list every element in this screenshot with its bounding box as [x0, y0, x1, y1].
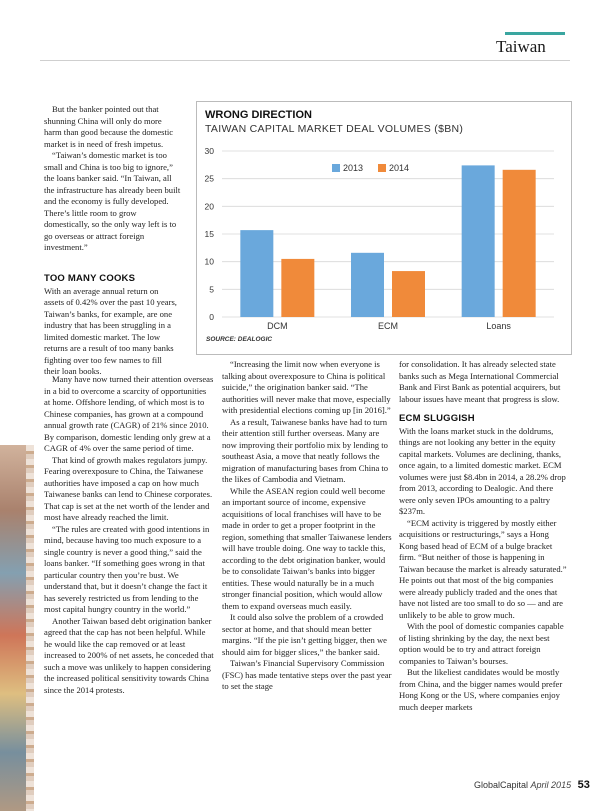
legend-swatch-2014: [378, 164, 386, 172]
paragraph: With the pool of domestic companies capable of listing shrinking by the day, the next best option would be to try and attract foreign companies to Taiwan’s bourses.: [399, 621, 564, 666]
bar-loans-2014: [503, 170, 536, 317]
footer-issue: April 2015: [530, 780, 572, 790]
y-tick-label: 30: [204, 146, 214, 156]
legend-label: 2014: [389, 163, 410, 173]
section-tag: Taiwan: [496, 37, 546, 56]
footer-publication: GlobalCapital: [474, 780, 529, 790]
paragraph: But the likeliest candidates would be mostly from China, and the bigger names would prefer Hong Kong or the US, where companies enjoy much deeper markets: [399, 667, 563, 712]
y-tick-label: 20: [204, 201, 214, 212]
paragraph: “Taiwan’s domestic market is too small and China is too big to ignore,” the loans banker said. “In Taiwan, all the infrastructure has already been built and the economy is fully developed. There’s little room to grow domestically, so the only way left is to go overseas or attract foreign investment.”: [44, 150, 181, 252]
bar-ecm-2013: [351, 253, 384, 317]
column-3: [399, 359, 569, 713]
y-tick-label: 0: [209, 312, 214, 322]
column-1-cooks: [44, 270, 209, 378]
x-tick-label: DCM: [267, 321, 288, 331]
paragraph: It could also solve the problem of a crowded sector at home, and that should mean better margins. “If the pie isn’t getting bigger, then we should aim for bigger slices,” the banker said.: [222, 612, 387, 657]
column-1-rest: [44, 374, 214, 696]
bar-loans-2013: [462, 165, 495, 317]
paragraph: As a result, Taiwanese banks have had to turn their attention still further overseas. Many are now improving their portfolio mix by lending to southeast Asia, a move that neatly follows the migration of manufacturing bases from China to the likes of Cambodia and Vietnam.: [222, 416, 389, 484]
bar-dcm-2013: [240, 230, 273, 317]
legend-swatch-2013: [332, 164, 340, 172]
x-tick-label: Loans: [486, 321, 511, 331]
paragraph: While the ASEAN region could well become an important source of income, expensive acquisitions of local franchises will have to be made in order to get a proper footprint in the region, something that smaller Taiwanese lenders will have trouble doing. One way to tackle this, according to the debt origination banker, would be to consolidate Taiwan’s banks into bigger entities. These would naturally be in a much stronger financial position, which would allow them to expand overseas much easily.: [222, 485, 392, 611]
column-1-top: [44, 104, 181, 254]
column-2: [222, 359, 392, 693]
header-rule: [40, 60, 570, 61]
y-tick-label: 5: [209, 284, 214, 295]
bar-dcm-2014: [281, 259, 314, 317]
paragraph: That kind of growth makes regulators jumpy. Fearing overexposure to China, the Taiwanese authorities have imposed a cap on how much Taiwanese banks can lend to Chinese corporates. That cap is set at the net worth of the lender and most have already reached the limit.: [44, 454, 213, 522]
paragraph: With an average annual return on assets of 0.42% over the past 10 years, Taiwan’s banks, for example, are one industry that has been struggling in a limited domestic market. The low returns are a result of too many banks fighting over too few names to fill their loan books.: [44, 285, 177, 376]
chart-title: WRONG DIRECTION: [205, 109, 312, 121]
page-footer: [474, 779, 590, 791]
heading-ecm-sluggish: ECM SLUGGISH: [399, 413, 475, 424]
decorative-photo-strip: [0, 445, 26, 811]
paragraph: Another Taiwan based debt origination banker agreed that the cap has not been helpful. While he would like the cap removed or at least increased to 200% of net assets, he conceded that such a move was unlikely to happen considering the increased political sensitivity towards China since the 2014 protests.: [44, 615, 214, 695]
legend-label: 2013: [343, 163, 364, 173]
y-tick-label: 10: [204, 256, 214, 267]
section-accent-bar: [505, 32, 565, 35]
y-tick-label: 25: [204, 173, 214, 184]
decorative-photo-strip-edge: [26, 445, 34, 811]
bar-ecm-2014: [392, 271, 425, 317]
paragraph: “The rules are created with good intentions in mind, because having too much exposure to a single country is never a good thing,” said the loans banker. “If something goes wrong in that particular country then you’re bust. We understand that, but it doesn’t change the fact it has severely restricted us from lending to the most capital hungry country in the world.”: [44, 523, 210, 614]
bar-chart: [196, 140, 570, 336]
heading-too-many-cooks: TOO MANY COOKS: [44, 273, 136, 284]
page-number: 53: [577, 779, 590, 791]
paragraph: “ECM activity is triggered by mostly either acquisitions or restructurings,” says a Hong Kong based head of ECM of a bulge bracket firm. “But neither of those is happening in Taiwan because the market is already saturated.” He points out that most of the big companies were already publicly traded and the ones that have not listed are too small to do so — and are unlikely to be able to grow much.: [399, 517, 567, 620]
chart-subtitle: TAIWAN CAPITAL MARKET DEAL VOLUMES ($BN): [205, 123, 464, 135]
chart-source: SOURCE: DEALOGIC: [206, 336, 273, 343]
paragraph: Taiwan’s Financial Supervisory Commission (FSC) has made tentative steps over the past year to set the stage: [222, 658, 392, 691]
paragraph: for consolidation. It has already selected state banks such as Mega International Commercial Bank and First Bank as potential acquirers, but labour issues have meant that progress is slow.: [399, 359, 561, 404]
x-tick-label: ECM: [378, 321, 398, 331]
paragraph: But the banker pointed out that shunning China will only do more harm than good because the domestic market is in need of fresh impetus.: [44, 104, 174, 149]
y-tick-label: 15: [204, 229, 214, 239]
paragraph: “Increasing the limit now when everyone is talking about overexposure to China is political suicide,” the origination banker said. “The authorities will never make that move, especially with presidential elections coming up [in 2016].”: [222, 359, 391, 415]
paragraph: Many have now turned their attention overseas in a bid to overcome a scarcity of opportunities at home. Offshore lending, of which most is to Chinese companies, has grown at a compound annual growth rate (CAGR) of 21% since 2010. By comparison, domestic lending only grew at a CAGR of 4% over the same period of time.: [44, 374, 214, 453]
paragraph: With the loans market stuck in the doldrums, things are not looking any better in the equity capital markets. Volumes are declining, thanks, once again, to a limited domestic market. ECM volumes were just $8.4bn in 2014, a 28.2% drop from 2013, according to Dealogic. And there were only seven IPOs amounting to a paltry $237m.: [399, 425, 566, 516]
